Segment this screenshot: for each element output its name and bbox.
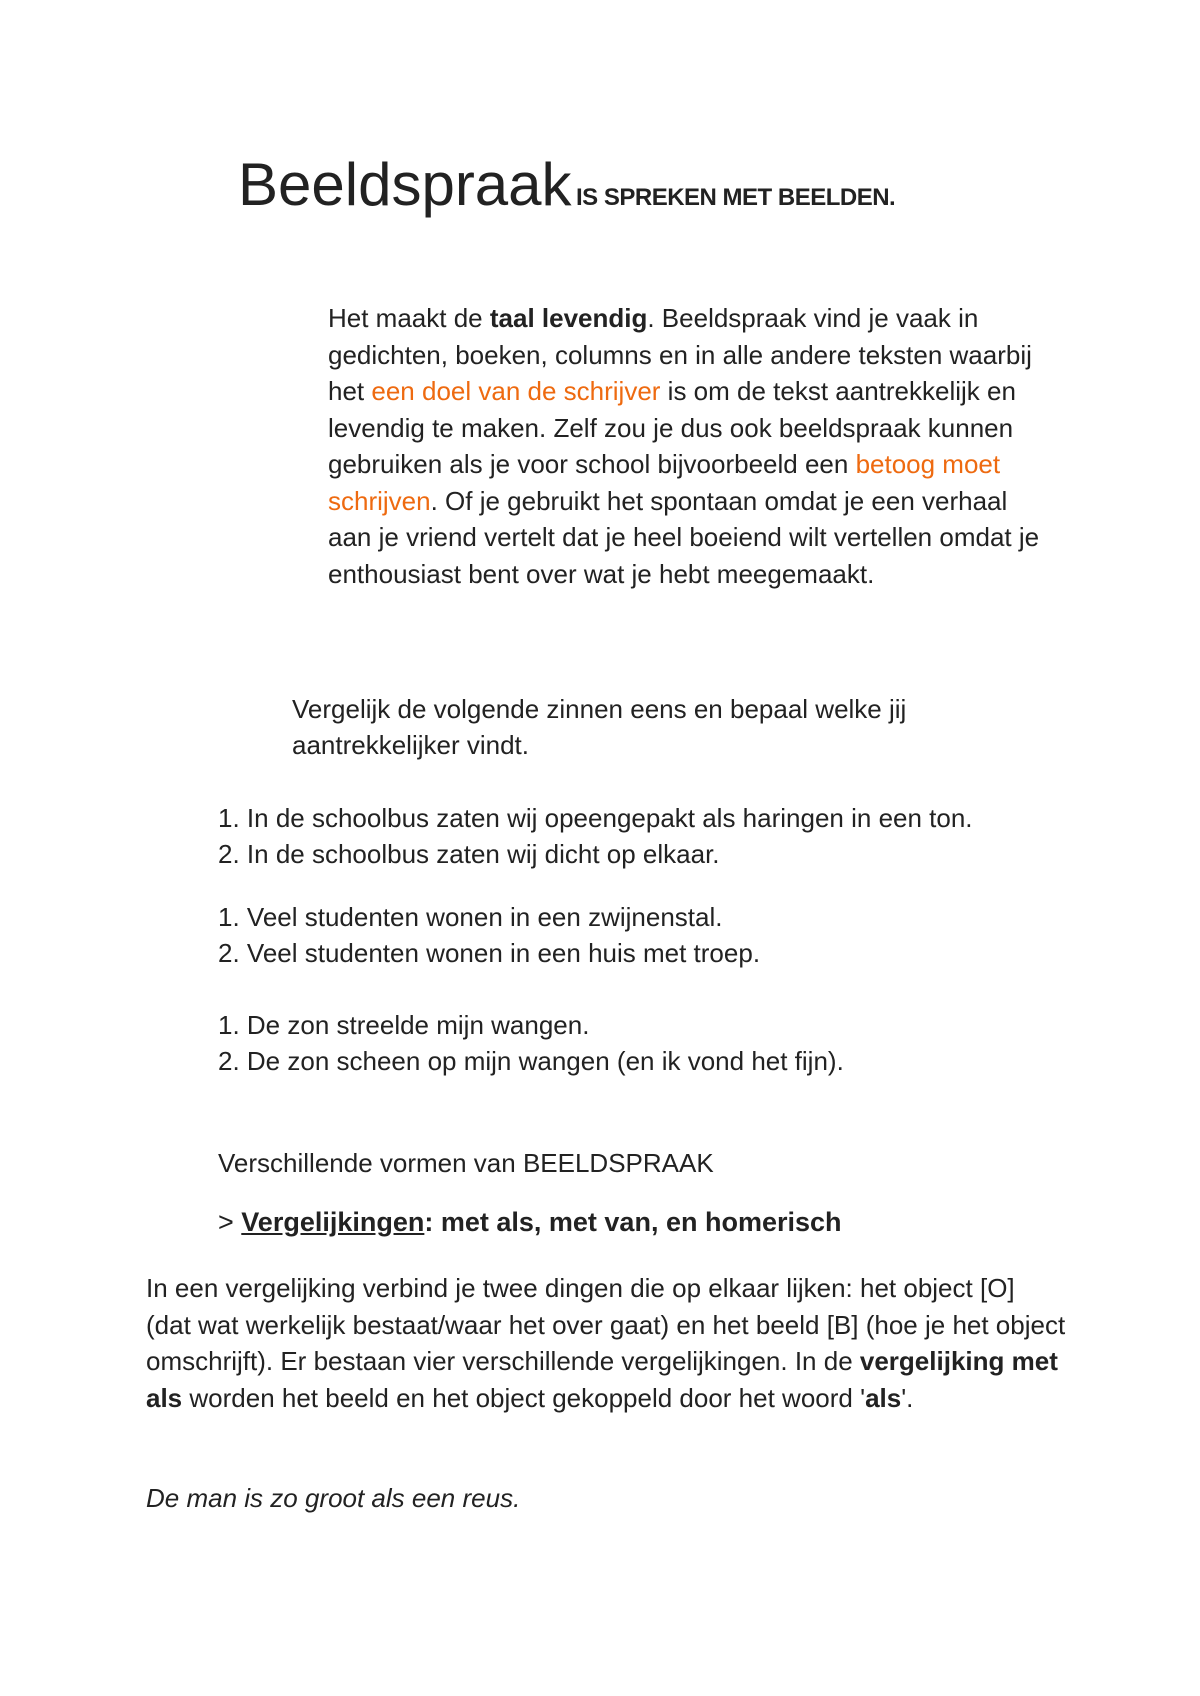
explanation-text-3: '. [901,1382,914,1413]
intro-text-2: . Beeldspraak vind je vaak in gedichten, boeken, columns en in alle andere teksten waarbij het [328,303,1032,406]
section-heading-vergelijkingen [218,1207,842,1238]
list-item: 2. De zon scheen op mijn wangen (en ik vond het fijn). [218,1046,844,1076]
list-item: 1. De zon streelde mijn wangen. [218,1010,590,1040]
forms-heading: Verschillende vormen van BEELDSPRAAK [218,1148,714,1178]
intro-link-doel[interactable]: een doel van de schrijver [371,376,661,406]
intro-text-3: is om de tekst aantrekkelijk en levendig te maken. Zelf zou je dus ook beeldspraak kunnen gebruiken als je voor school bijvoorbeeld een [328,376,1016,479]
title-main: Beeldspraak [238,151,572,218]
intro-text-1: Het maakt de [328,303,490,333]
heading-underlined: Vergelijkingen [241,1207,425,1237]
heading-marker: > [218,1207,242,1237]
heading-rest: : met als, met van, en homerisch [424,1207,842,1237]
list-item: 2. Veel studenten wonen in een huis met troep. [218,938,761,968]
explanation-text-2: worden het beeld en het object gekoppeld door het woord ' [182,1382,866,1413]
sentence-pair-1 [218,800,1078,872]
intro-link-betoog[interactable]: betoog moet schrijven [328,449,1001,516]
example-sentence: De man is zo groot als een reus. [146,1483,521,1513]
compare-prompt: Vergelijk de volgende zinnen eens en bepaal welke jij aantrekkelijker vindt. [292,694,907,760]
explanation-text-1: In een vergelijking verbind je twee dingen die op elkaar lijken: het object [O] (dat wat werkelijk bestaat/waar het over gaat) en het beeld [B] (hoe je het object omschrijft). Er bestaan vier verschillende vergelijkingen. In de [146,1273,1066,1376]
explanation-bold-2: als [865,1382,902,1413]
page-title [238,150,895,219]
intro-bold-1: taal levendig [489,303,648,333]
intro-text-4: . Of je gebruikt het spontaan omdat je een verhaal aan je vriend vertelt dat je heel boeiend wilt vertellen omdat je enthousiast bent over wat je hebt meegemaakt. [328,485,1040,589]
title-period: . [889,184,896,211]
list-item: 2. In de schoolbus zaten wij dicht op elkaar. [218,839,720,869]
list-item: 1. Veel studenten wonen in een zwijnenstal. [218,902,723,932]
explanation-paragraph [146,1270,1066,1416]
list-item: 1. In de schoolbus zaten wij opeengepakt als haringen in een ton. [218,803,973,833]
sentence-pair-3 [218,1007,1078,1079]
explanation-bold-1: vergelijking met als [146,1346,1058,1413]
sentence-pair-2 [218,899,1078,971]
title-sub: IS SPREKEN MET BEELDEN [576,184,890,211]
intro-paragraph [328,300,1048,592]
